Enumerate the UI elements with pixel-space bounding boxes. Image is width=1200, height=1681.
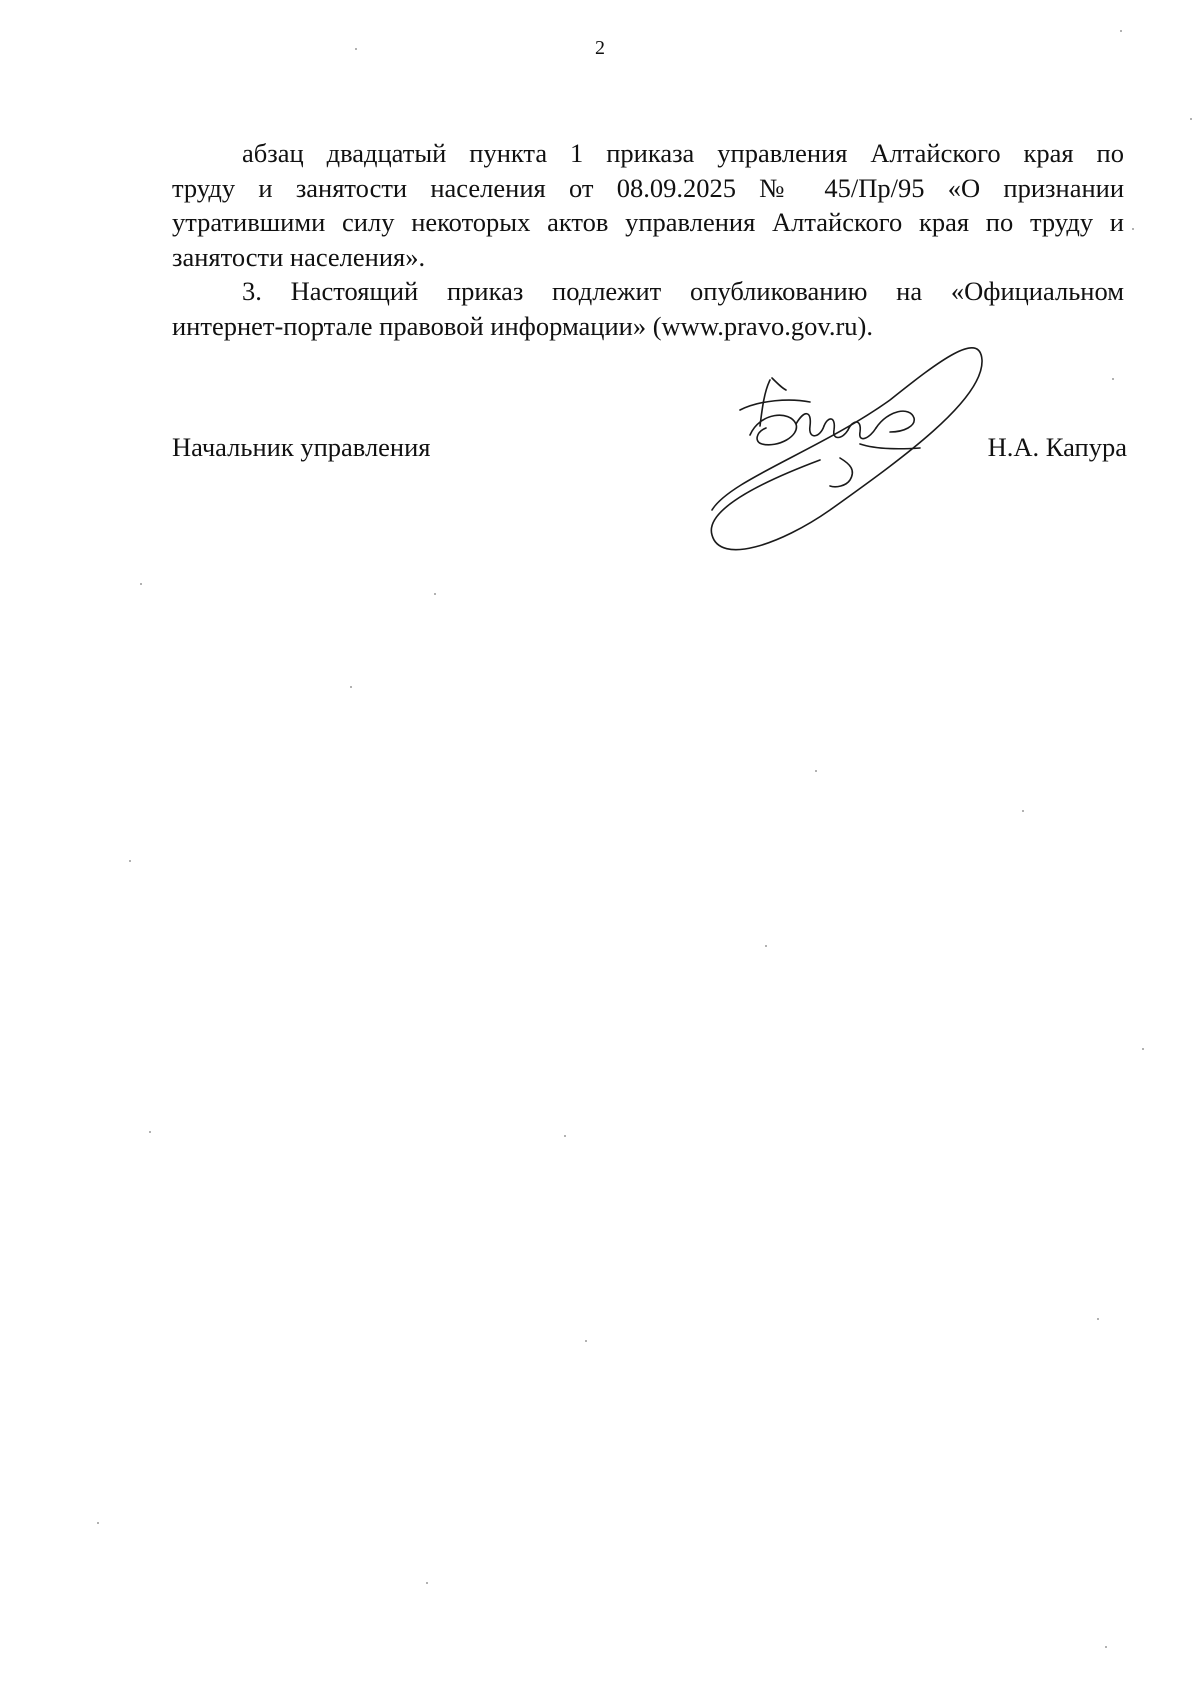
scan-speck <box>1142 1048 1144 1050</box>
scan-speck <box>129 860 131 862</box>
scan-speck <box>1112 378 1114 380</box>
scan-speck <box>765 945 767 947</box>
scan-speck <box>434 593 436 595</box>
paragraph-line: интернет-портале правовой информации» (www.pravo.gov.ru). <box>172 310 873 341</box>
scan-speck <box>140 583 142 585</box>
scan-speck <box>1120 30 1122 32</box>
scan-speck <box>1097 1318 1099 1320</box>
paragraph-line: абзац двадцатый пункта 1 приказа управления Алтайского края по <box>242 138 1124 168</box>
scan-speck <box>426 1582 428 1584</box>
paragraph-line: занятости населения». <box>172 241 426 272</box>
signature-row <box>172 430 1127 470</box>
signer-position: Начальник управления <box>172 432 431 462</box>
scan-speck <box>815 770 817 772</box>
scan-speck <box>350 686 352 688</box>
scan-speck <box>355 48 357 50</box>
paragraph-repealed-provision <box>172 136 1124 274</box>
scan-speck <box>97 1522 99 1524</box>
paragraph-line: утратившими силу некоторых актов управления Алтайского края по труду и <box>172 207 1124 237</box>
paragraph-line: 3. Настоящий приказ подлежит опубликованию на «Официальном <box>242 276 1124 306</box>
scan-speck <box>1022 810 1024 812</box>
paragraph-line: труду и занятости населения от 08.09.2025 № 45/Пр/95 «О признании <box>172 172 1124 203</box>
scan-speck <box>564 1135 566 1137</box>
scan-speck <box>585 1340 587 1342</box>
scan-speck <box>149 1131 151 1133</box>
scan-speck <box>1190 118 1192 120</box>
page-number: 2 <box>595 37 605 59</box>
scan-speck <box>1105 1646 1107 1648</box>
signer-name: Н.А. Капура <box>987 432 1127 462</box>
document-body <box>172 136 1124 343</box>
paragraph-publication <box>172 274 1124 343</box>
scan-speck <box>1132 228 1134 230</box>
